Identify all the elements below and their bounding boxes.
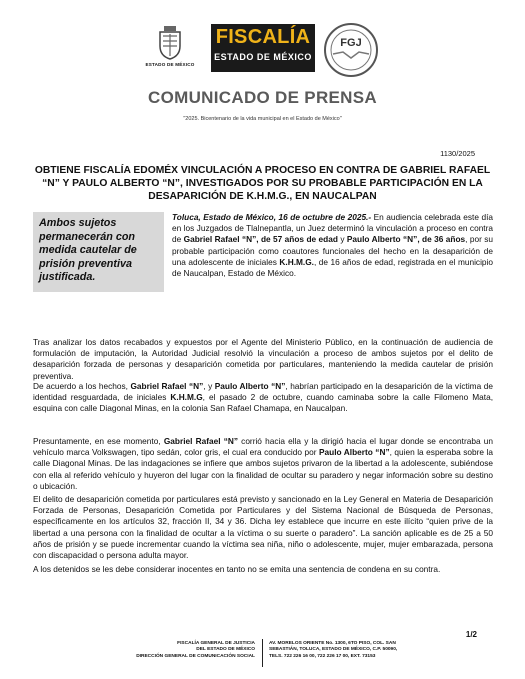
footer-left: [55, 641, 255, 660]
coat-of-arms-icon: [156, 26, 184, 60]
release-number: 1130/2025: [440, 149, 475, 158]
paragraph-6: A los detenidos se les debe considerar inocentes en tanto no se emita una sentencia de condena en su contra.: [33, 564, 441, 574]
p3-text-c: , y: [203, 381, 215, 391]
p3-text-e: , el pasado 2 de octubre, cuando caminaba sobre la calle Filomeno Mata, esquina con calle Diagonal Minas, en la colonia San Rafael Chamapa, en Naucalpan.: [33, 392, 493, 414]
p1-text-a: En audiencia celebrada este día en los Juzgados de Tlalnepantla, un Juez determinó la vinculación a proceso en contra de: [172, 212, 493, 245]
p1-bold-1: Gabriel Rafael “N”, de 57 años de edad: [183, 234, 338, 245]
headline: OBTIENE FISCALÍA EDOMÉX VINCULACIÓN A PROCESO EN CONTRA DE GABRIEL RAFAEL “N” Y PAULO ALBERTO “N”, INVESTIGADOS POR SU PROBABLE PARTICIPACIÓN EN LA DESAPARICIÓN DE K.H.M.G., EN NAUCALPAN: [34, 165, 491, 202]
p1-text-d: , por su probable participación como coautores funcionales del hecho en la desaparición de una adolescente de iniciales: [172, 234, 494, 267]
edomex-caption: ESTADO DE MÉXICO: [145, 62, 195, 67]
p3-text-d: , habrían participado en la desaparición de la víctima de identidad resguardada, de iniciales: [33, 381, 493, 403]
p1-text-e: , de 16 años de edad, registrada en el municipio de Naucalpan, Estado de México.: [172, 256, 493, 279]
fiscalia-logo-line1: FISCALÍA: [215, 26, 311, 48]
p3-bold-2: Paulo Alberto “N”: [214, 381, 286, 391]
paragraph-1: [172, 212, 493, 279]
p4-text-a: Presuntamente, en ese momento,: [33, 436, 164, 446]
dateline: Toluca, Estado de México, 16 de octubre de 2025.-: [172, 212, 372, 222]
paragraph-5: El delito de desaparición cometida por particulares está previsto y sancionado en la Ley General en Materia de Desaparición Forzada de Personas, Desaparición Cometida por Particulares y del Sistema Nacional de Búsqueda de Personas, específicamente en los artículos 32, fracción II, 34 y 36. Dicha ley establece que incurre en este ilícito “quien prive de la libertad a una persona con la finalidad de ocultar a la víctima o su suerte o paradero”. La sanción aplicable es de 25 a 50 años de prisión y se puede incrementar cuando la víctima sea niña, niño o adolescente, mujer, mujer embarazada, persona con discapacidad o persona adulta mayor.: [33, 494, 493, 561]
footer-left-line3: DIRECCIÓN GENERAL DE COMUNICACIÓN SOCIAL: [136, 653, 255, 659]
p1-bold-2: Paulo Alberto “N”, de 36 años: [346, 234, 466, 245]
highlight-box: Ambos sujetos permanecerán con medida cautelar de prisión preventiva justificada.: [33, 212, 164, 292]
footer-right-line2: SEBASTIÁN, TOLUCA, ESTADO DE MÉXICO, C.P. 50090,: [269, 647, 398, 653]
fgj-seal-icon: [323, 22, 379, 78]
p1-text-c: y: [337, 234, 347, 245]
p4-bold-2: Paulo Alberto “N”: [318, 447, 390, 458]
paragraph-2: Tras analizar los datos recabados y expuestos por el Agente del Ministerio Público, en la continuación de audiencia de formulación de imputación, la Autoridad Judicial resolvió la vinculación a proceso de ambos sujetos por el delito de desaparición forzada de personas y desaparición cometida por particulares, manteniendo la medida cautelar de prisión preventiva.: [33, 337, 493, 381]
footer-divider: [262, 639, 263, 667]
p3-text-a: De acuerdo a los hechos,: [33, 381, 131, 391]
p3-bold-1: Gabriel Rafael “N”: [130, 381, 204, 391]
fiscalia-logo-line2: ESTADO DE MÉXICO: [214, 52, 312, 62]
page-title: COMUNICADO DE PRENSA: [148, 88, 377, 107]
footer-left-line1: FISCALÍA GENERAL DE JUSTICIA: [177, 641, 255, 646]
p4-text-d: , quien la esperaba sobre la calle Diagonal Minas. De las indagaciones se infiere que ambos sujetos privaron de la libertad a la adolescente, subiéndose con ella al referido vehículo y huyeron del lugar con la finalidad de ocultar su paradero y negar información sobre su destino o ubicación.: [33, 447, 493, 491]
motto: "2025. Bicentenario de la vida municipal en el Estado de México": [183, 116, 342, 122]
footer-right-line1: AV. MORELOS ORIENTE No. 1300, 6TO PISO, COL. SAN: [269, 641, 396, 646]
fiscalia-logo: [211, 24, 315, 72]
fgj-seal-text: FGJ: [340, 37, 362, 49]
footer: [0, 639, 525, 679]
footer-right: [269, 641, 479, 660]
paragraph-3: [33, 381, 493, 415]
header-logos: [0, 22, 525, 84]
footer-right-line3: TELS. 722 226 16 00, 722 226 17 00, EXT. 73153: [269, 653, 376, 659]
p4-bold-1: Gabriel Rafael “N”: [163, 436, 238, 446]
edomex-logo: [140, 26, 200, 67]
footer-left-line2: DEL ESTADO DE MÉXICO: [196, 647, 255, 653]
p1-bold-3: K.H.M.G.: [279, 256, 314, 267]
page-number: 1/2: [465, 630, 477, 639]
p4-text-c: corrió hacia ella y la dirigió hacia el lugar donde se encontraba un vehículo marca Volkswagen, tipo sedán, color gris, el cual era conducido por: [33, 436, 493, 458]
p3-bold-3: K.H.M.G: [170, 392, 203, 403]
paragraph-4: [33, 436, 493, 492]
